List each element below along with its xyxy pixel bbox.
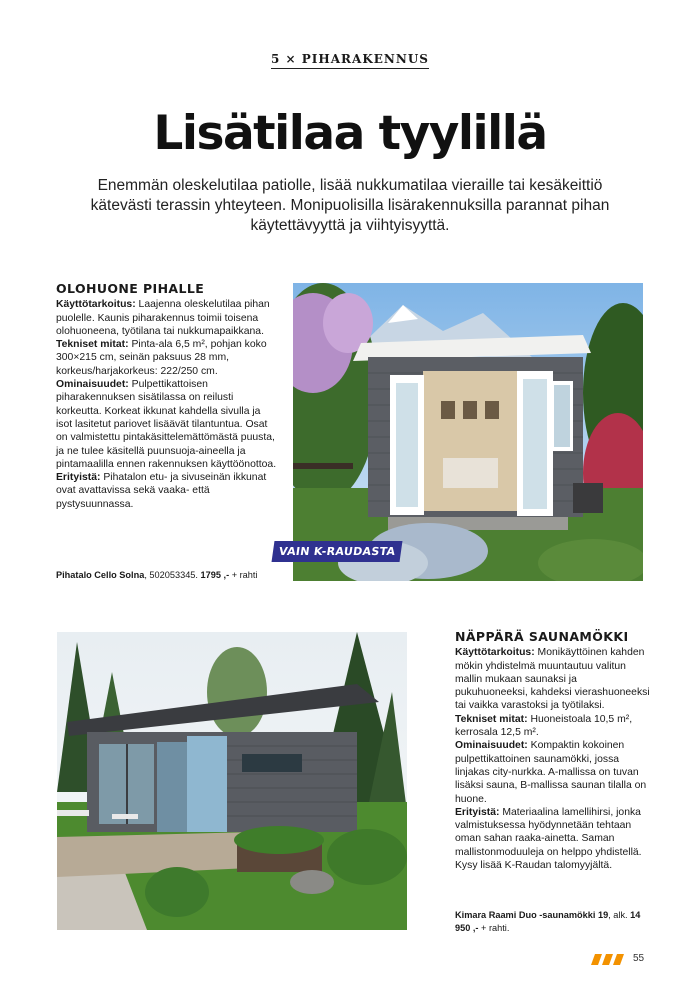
spec-text: Pinta-ala 6,5 m², pohjan koko 300×215 cm, seinän paksuus 28 mm, korkeus/harjakorkeus: 222/250 cm. <box>56 339 267 377</box>
product-shipping: + rahti. <box>478 922 510 933</box>
spec-text: Laajenna oleskelutilaa pihan puolelle. Kaunis piharakennus toimii toisena olohuoneena, työtilana tai nukkumapaikkana. <box>56 299 270 337</box>
intro-paragraph: Enemmän oleskelutilaa patiolle, lisää nukkumatilaa vieraille tai kesäkeittiö kätevästi terassin yhteyteen. Monipuolisilla lisärakennuksilla parannat pihan käytettävyyttä ja viihtyisyyttä. <box>90 177 610 234</box>
article-paragraph <box>56 298 278 338</box>
spec-text: Materiaalina lamellihirsi, jonka valmistuksessa hyödynnetään tehtaan oman sahan raaka-ainetta. Saman mallistonmoduuleja on helppo yhdistellä. Kysy lisää K-Raudan talomyyjältä. <box>455 806 642 872</box>
brand-stripes-icon <box>591 954 625 965</box>
spec-label: Ominaisuudet: <box>56 379 129 391</box>
spec-label: Käyttötarkoitus: <box>56 299 136 311</box>
article-paragraph <box>455 713 651 740</box>
spec-label: Erityistä: <box>56 472 101 484</box>
product-name: Pihatalo Cello Solna <box>56 570 145 580</box>
product-code: , 502053345. <box>144 570 201 580</box>
article-paragraph <box>455 806 651 872</box>
article-garden-room <box>56 282 278 511</box>
article-paragraph <box>56 338 278 378</box>
article-paragraph <box>56 471 278 511</box>
exclusive-badge: VAIN K-RAUDASTA <box>272 541 403 562</box>
product-caption <box>455 909 651 934</box>
page-headline: Lisätilaa tyylillä <box>153 106 547 161</box>
spec-label: Erityistä: <box>455 806 500 818</box>
spec-text: Monikäyttöinen kahden mökin yhdistelmä muuntautuu valitun mallin mukaan saunaksi ja pukuhuoneeksi, kahdeksi vierashuoneeksi tai vaikka varastoksi ja työtilaksi. <box>455 647 650 712</box>
article-sauna-cabin <box>455 630 651 872</box>
product-shipping: + rahti <box>229 570 258 580</box>
article-paragraph <box>56 378 278 471</box>
product-price: 1795 ,- <box>200 570 230 580</box>
product-caption <box>56 569 286 582</box>
article-paragraph <box>455 739 651 805</box>
section-label: 5 × PIHARAKENNUS <box>271 52 429 69</box>
spec-label: Tekniset mitat: <box>455 713 528 725</box>
sauna-cabin-photo <box>57 632 407 930</box>
article-heading: OLOHUONE PIHALLE <box>56 281 205 296</box>
spec-text: Kompaktin kokoinen pulpettikattoinen saunamökki, jossa linjakas city-nurkka. A-mallissa on tuvan lisäksi sauna, B-mallissa saunan tilalla on huone. <box>455 740 647 805</box>
spec-text: Pihatalon etu- ja sivuseinän ikkunat ovat avattavissa sekä vaaka- että pystysuunnassa. <box>56 472 267 510</box>
product-name: Kimara Raami Duo -saunamökki 19 <box>455 910 609 920</box>
spec-text: Huoneistoala 10,5 m², kerrosala 12,5 m². <box>455 713 633 739</box>
spec-text: Pulpettikattoisen piharakennuksen sisätilassa on reilusti korkeutta. Korkeat ikkunat kahdella sivulla ja isot lasitetut pariovet lisäävät tilantuntua. Osat on valmistettu pintakäsittelemättömästä puusta, ja ne tulee käsitellä puunsuoja-aineella ja pintamaalilla ennen rakennuksen käyttöönottoa. <box>56 379 277 470</box>
spec-label: Ominaisuudet: <box>455 740 528 752</box>
section-label-wrap <box>0 50 700 68</box>
spec-label: Tekniset mitat: <box>56 339 129 351</box>
garden-room-photo <box>293 283 643 581</box>
product-from: , alk. <box>608 910 631 920</box>
article-paragraph <box>455 646 651 712</box>
product-price: 14 950 ,- <box>455 910 641 933</box>
article-heading: NÄPPÄRÄ SAUNAMÖKKI <box>455 629 629 644</box>
page-number: 55 <box>633 953 645 964</box>
spec-label: Käyttötarkoitus: <box>455 647 535 659</box>
